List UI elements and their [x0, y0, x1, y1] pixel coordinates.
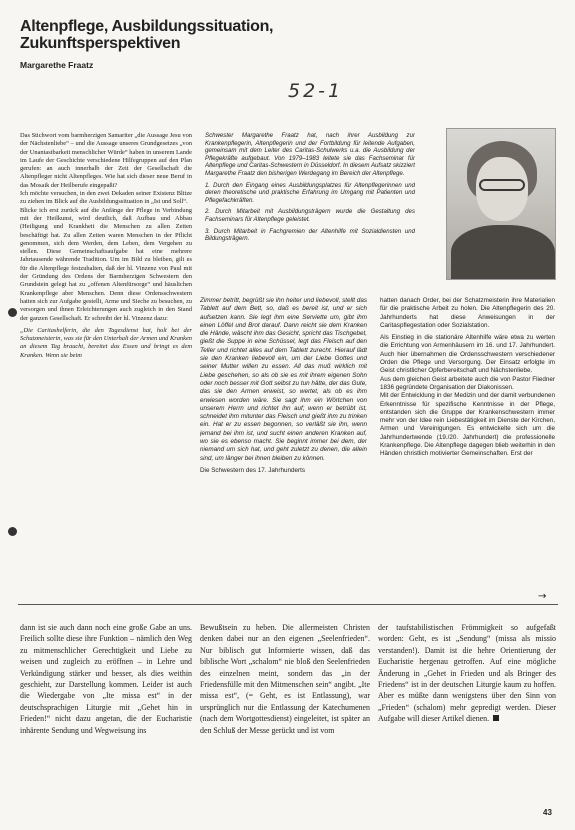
paragraph: [378, 622, 556, 725]
paragraph: Bewußtsein zu heben. Die allermeisten Christen denken dabei nur an den eigenen „Seelenfrieden“. Nur biblisch gut Informierte wissen, daß das biblische Wort „schalom“ nie bloß den Seelenfrieden des einzelnen meint, sondern das „in der Friedensfülle mit den Mitmenschen sein“ angibt. „Ite missa est“, (= Geht, es ist Entlassung), war ursprünglich nur die Entlassung der Katechumenen (nach dem Wortgottesdienst) eingeleitet, ist später an den Schluß der Messe gerückt und ist vom: [200, 623, 370, 735]
bottom-column-3: [378, 622, 556, 817]
paragraph: Aus dem gleichen Geist arbeitete auch die von Pastor Fliedner 1836 gegründete Organisation der Diakonissen.: [380, 375, 555, 391]
paragraph: Zimmer betritt, begrüßt sie ihn heiter und liebevoll, stellt das Tablett auf dem Bett, so, daß es bereit ist, und er sich aufsetzen kann. Sie legt ihm eine Serviette um, gibt ihm einen Löffel und Brot darauf. Dann reicht sie dem Kranken die Hände, wäscht ihm das Gesicht, spricht das Tischgebet, gießt die Suppe in eine Schüssel, legt das Fleisch auf den Teller und richtet alles auf dem Tablett zurecht. Hierauf lädt sie den Kranken liebevoll ein, um der Liebe Gottes und seiner Mutter willen zu essen. All das muß wirklich mit Liebe geschehen, so als ob sie es mit ihrem eigenen Sohn oder noch besser mit Gott selbst zu tun hätte, der das Gute, das sie den Armen erweist, so wertet, als ob es ihm erwiesen worden wäre. Sie sagt ihm ein Wörtchen von unserem Herrn und richtet ihn auf; wenn er betrübt ist, schneidet ihm mitunter das Fleisch und gießt ihm zu trinken ein. Hat er zu essen begonnen, so verläßt sie ihn, wenn jemand bei ihm ist, und sucht einen anderen Kranken auf, wo sie es ebenso macht. Sie beginnt immer bei dem, der niemand um sich hat, und geht zuletzt zu denen, die allein sind, um länger bei ihnen bleiben zu können.: [200, 297, 367, 462]
paragraph: Als Einstieg in die stationäre Altenhilfe wäre etwa zu werten die Errichtung von Armenhäusern im 16. und 17. Jahrhundert. Auch hier übernahmen die Ordensschwestern verschiedener Orden die Pflege und Versorgung. Der Einsatz erfolgte im Geist christlicher Opferbereitschaft und Nächstenliebe.: [380, 334, 555, 375]
caption-paragraph: 2. Durch Mitarbeit mit Ausbildungsträgern wurde die Gestaltung des Fachseminars für Altenpflege geleistet.: [205, 208, 415, 223]
paragraph: Die Schwestern des 17. Jahrhunderts: [200, 466, 306, 474]
paragraph: Ich möchte versuchen, in den zwei Dekaden seiner Existenz Blitze zu ziehen im Blick auf die Ausbildungssituation in „Ist und Soll“.: [20, 190, 192, 206]
article-title: Altenpflege, Ausbildungssituation, Zukunftsperspektiven: [20, 18, 274, 52]
handwritten-note: 52-1: [288, 80, 344, 102]
caption-paragraph: 1. Durch den Eingang eines Ausbildungsplatzes für Altenpflegerinnen und deren theoretische und praktische Erfahrung im Umgang mit Patienten und Pflegefachkräften.: [205, 181, 415, 204]
bottom-column-1: [20, 622, 192, 817]
punch-hole-icon: [8, 308, 17, 317]
paragraph-text: der taufstabilistischen Frömmigkeit so aufgefaßt worden: Geht, es ist „Sendung“ (missa als missio verstanden!). Damit ist die hehre Orientierung der Eucharistie hergenau getroffen. Auf eine mögliche Änderung in „Gehet in Frieden und als Bringer des Friedens“ ist in der deutschen Liturgie kaum zu hoffen. Aber es müßte dann wenigstens über den Sinn von „Frieden“ (schalom) mehr gepredigt werden. Dieser Aufgabe will dieser Artikel dienen.: [378, 623, 556, 724]
middle-column-text: [200, 297, 367, 587]
article-author: Margarethe Fraatz: [20, 60, 94, 70]
paragraph: hatten danach Order, bei der Schatzmeisterin ihre Materialien für die praktische Arbeit zu holen. Die Altenpflegerin des 20. Jahrhunderts hat diese Anweisungen in der Caritaspflegestation oder Sozialstation.: [380, 297, 555, 329]
section-divider: [18, 604, 558, 605]
caption-paragraph: 3. Durch Mitarbeit in Fachgremien der Altenhilfe mit Sozialdiensten und Bildungsträgern.: [205, 227, 415, 243]
paragraph: Blicke ich erst zurück auf die Anfänge der Pflege in Verbindung mit der Heilkunst, wird deutlich, daß Aufbau und Abbau (Heiligung und Krankheit die Menschen zu allen Zeiten beschäftigt hat. Zu allen Zeiten waren Menschen in der Pflicht genommen, sich dem Werden, dem Leben, dem Vergehen zu stellen. Diese Gemeinschaftsaufgabe hat eine mehrere Jahrtausende währende Tradition. Um im Bild zu bleiben, gilt es für die Altenpflege festzuhalten, daß der hl. Vinzenz von Paul mit der Gründung des Ordens der Barmherzigen Schwestern den Grundstein gelegt hat zu „offenen Altenfürsorge“ und häuslichen Krankenpflege aber Menschen. Denn diese Ordensschwestern hatten sich zur Aufgabe gestellt, Arme und Sieche zu besuchen, zu versorgen und ihnen Erleichterungen auch zugleich in den Stand der ganzen Gesellschaft. Er schreibt der hl. Vinzenz dazu:: [20, 206, 192, 322]
left-column-text: [20, 132, 192, 569]
paragraph: „Die Caritashelferin, die den Tagesdienst hat, holt bei der Schutzmeisterin, was sie für den Unterhalt der Armen und Kranken an diesem Tag braucht, bereitet das Essen und bringt es dem Kranken. Wenn sie beim: [20, 326, 192, 359]
end-of-article-icon: [493, 715, 499, 721]
paragraph: dann ist sie auch dann noch eine große Gabe an uns. Freilich sollte diese ihre Funktion – nämlich den Weg zu mitmenschlicher Gerechtigkeit und Liebe zu weisen und zugleich zu eröffnen – in Lehre und Verkündigung stärker und besser, als dies weithin geschieht, zur Darstellung kommen. Leider ist auch die Wiedergabe von „Ite missa est“ in der deutschsprachigen Liturgie mit „Gehet hin in Frieden!“ nicht dazu angetan, die der Eucharistie inhärente Sendung und Wegweisung ins: [20, 623, 192, 735]
paragraph: Mit der Entwicklung in der Medizin und der damit verbundenen Erkenntnisse für spezifische Kenntnisse in der Pflege, entstanden sich die Gruppe der Krankenschwestern immer mehr von der Idee rein Liebestätigkeit im Dienste der Kirchen, Armen und Vereinigungen. Es entwickelte sich um die Jahrhundertwende (19./20. Jahrhundert) die professionelle Krankenpflege. Die Altenpflege dagegen blieb weiterhin in den Händen christlich motivierter Gemeinschaften. Erst der: [380, 392, 555, 458]
continue-arrow-icon: →: [538, 591, 547, 602]
punch-hole-icon: [8, 527, 17, 536]
bottom-column-2: [200, 622, 370, 817]
paragraph: Das Stichwort vom barmherzigen Samariter „die Aussage Jesu von der Nächstenliebe“ – und die Aussage unseres Grundgesetzes „von der Unantastbarkeit menschlicher Würde“ haben in unserem Lande im Laufe der Geschichte verschiedene Hilfegruppen auf den Plan gerufen: an auch innerhalb der Zeit der Gesellschaft die Altenpfleger nicht Altenpfleges. Wie hat sich dieser neue Beruf in das Mosaik der Heilberufe eingepaßt?: [20, 132, 192, 189]
author-bio-caption: [205, 132, 415, 282]
right-column-text: [380, 297, 555, 587]
caption-paragraph: Schwester Margarethe Fraatz hat, nach ihrer Ausbildung zur Krankenpflegerin, Altenpflegerin und der Fortbildung für leitende Aufgaben, gemeinsam mit dem Leiter des Caritas-Schulwerks u.a. die Ausbildung der Pflegekräfte aufgebaut. Von 1979–1983 leitete sie das Fachseminar für Altenpflege und Caritas-Schwestern in Düsseldorf. In diesem Aufsatz skizziert Margarethe Fraatz den bisherigen Werdegang im Bereich der Altenpflege.: [205, 132, 415, 177]
author-portrait-photo: [446, 128, 556, 280]
page-number: 43: [543, 808, 552, 817]
